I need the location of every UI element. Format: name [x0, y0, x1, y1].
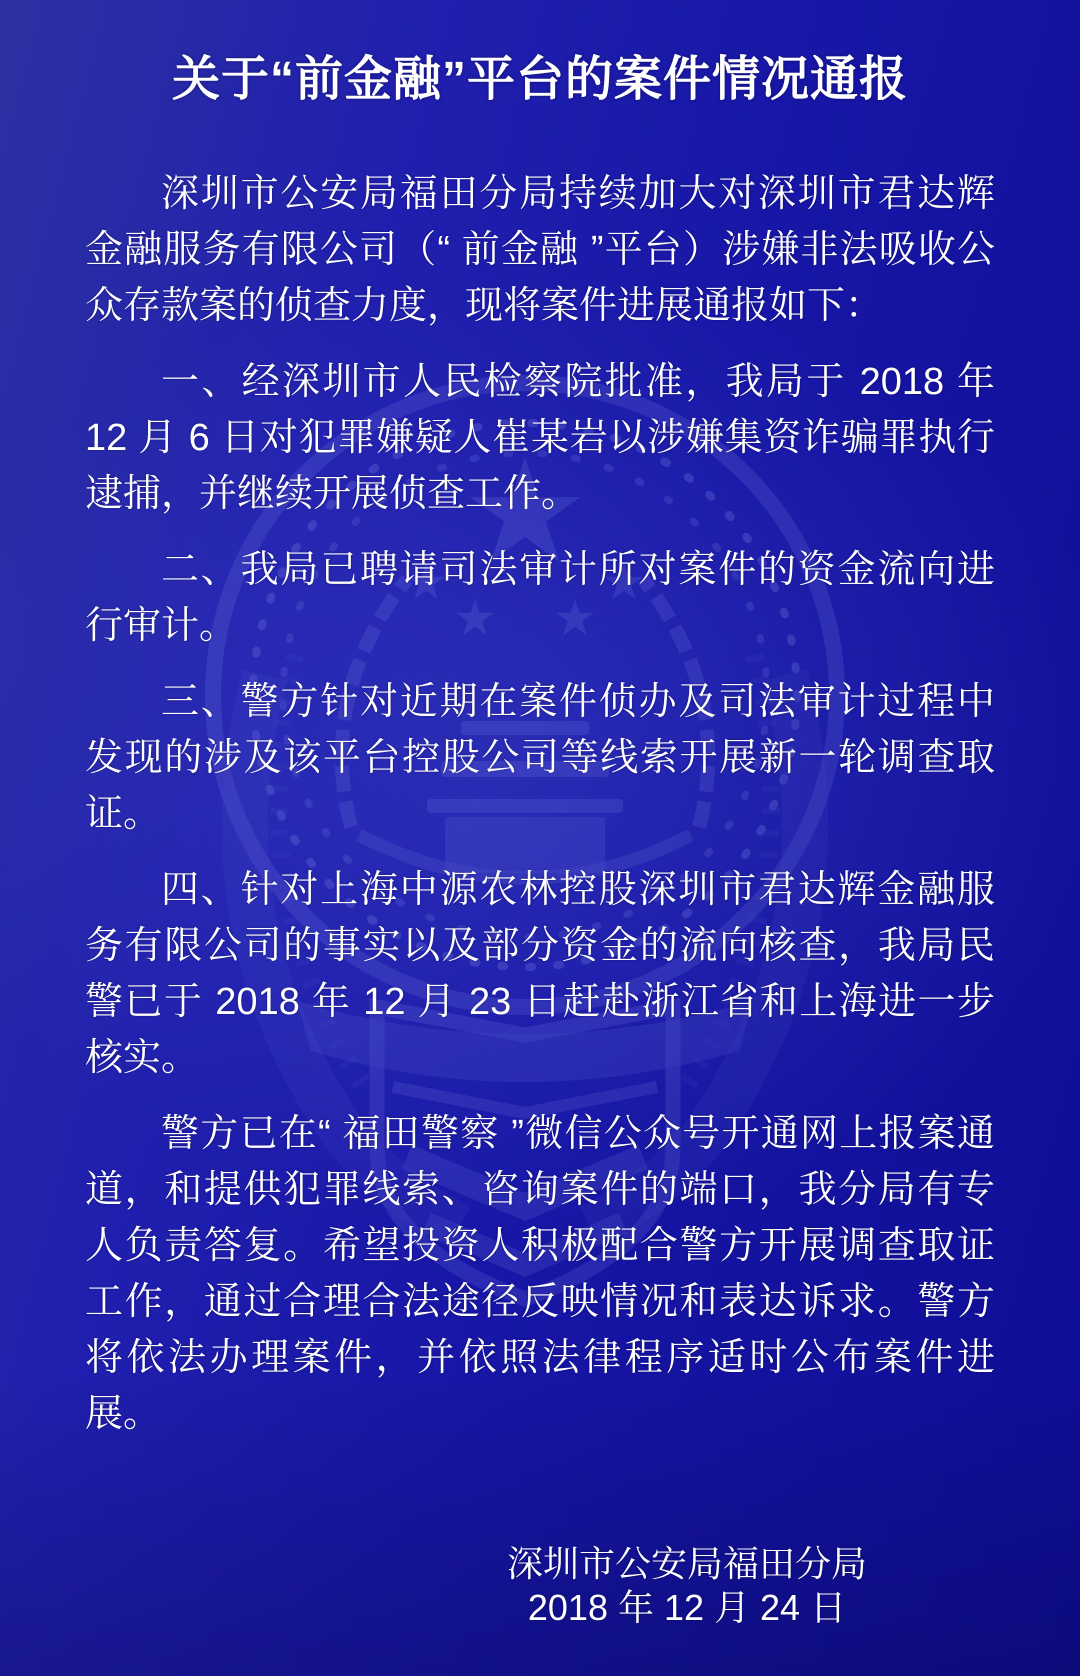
signature-date: 2018 年 12 月 24 日: [527, 1587, 847, 1628]
signature-organization: 深圳市公安局福田分局: [506, 1543, 867, 1584]
notice-paragraph-item3: 三、警方针对近期在案件侦办及司法审计过程中发现的涉及该平台控股公司等线索开展新一轮调查取证。: [85, 681, 995, 835]
notice-paragraph-item2: 二、我局已聘请司法审计所对案件的资金流向进行审计。: [85, 549, 995, 647]
notice-title: 关于“前金融”平台的案件情况通报: [171, 53, 908, 106]
notice-paragraph-item4: 四、针对上海中源农林控股深圳市君达辉金融服务有限公司的事实以及部分资金的流向核查，我局民警已于 2018 年 12 月 23 日赶赴浙江省和上海进一步核实。: [85, 869, 995, 1079]
notice-body: [85, 166, 995, 1442]
notice-paragraph-closing: 警方已在“ 福田警察 ”微信公众号开通网上报案通道，和提供犯罪线索、咨询案件的端口，我分局有专人负责答复。希望投资人积极配合警方开展调查取证工作，通过合理合法途径反映情况和表达诉求。警方将依法办理案件，并依照法律程序适时公布案件进展。: [85, 1113, 995, 1435]
signature-block: [85, 1542, 995, 1630]
notice-paragraph-item1: 一、经深圳市人民检察院批准，我局于 2018 年 12 月 6 日对犯罪嫌疑人崔某岩以涉嫌集资诈骗罪执行逮捕，并继续开展侦查工作。: [85, 361, 995, 515]
notice-paragraph-intro: 深圳市公安局福田分局持续加大对深圳市君达辉金融服务有限公司（“ 前金融 ”平台）涉嫌非法吸收公众存款案的侦查力度，现将案件进展通报如下：: [85, 173, 995, 327]
